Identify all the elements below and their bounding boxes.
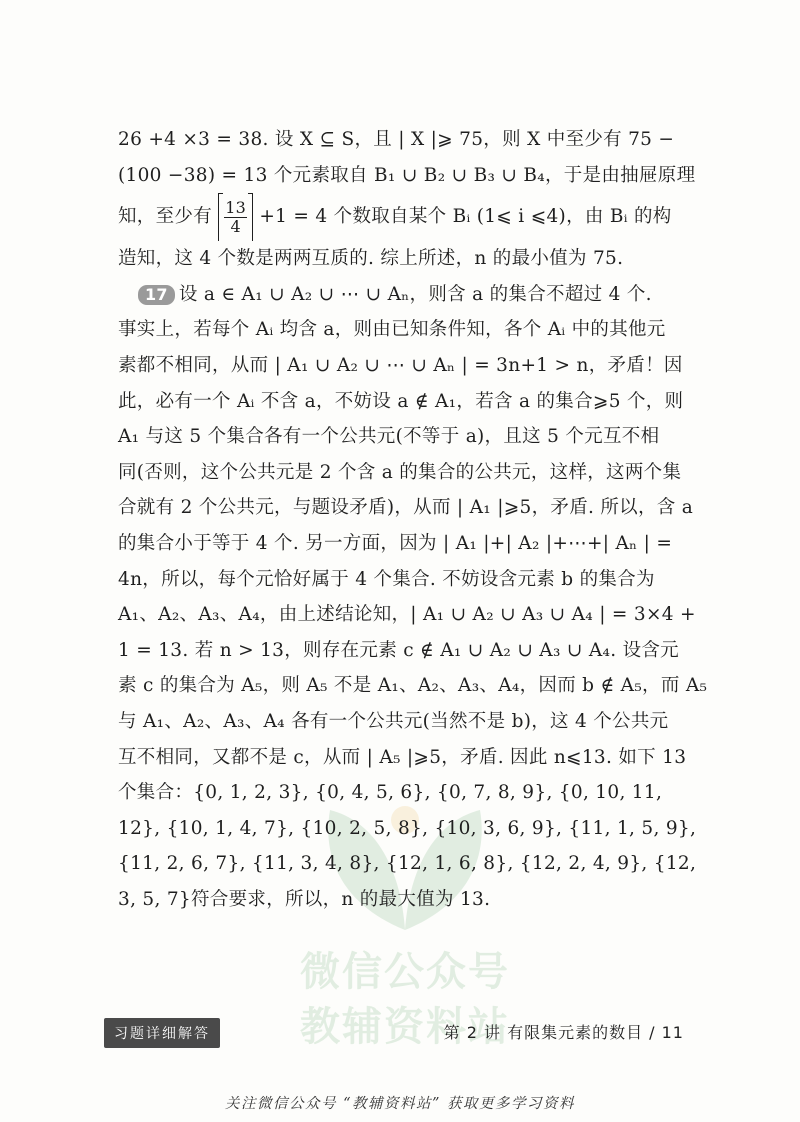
chapter-page-label: 第 2 讲 有限集元素的数目 / 11 [443,1023,684,1042]
text-line: (100 −38) = 13 个元素取自 B₁ ∪ B₂ ∪ B₃ ∪ B₄，于是由抽屉原理 [118,164,696,186]
text-line: 造知，这 4 个数是两两互质的. 综上所述，n 的最小值为 75. [118,248,624,270]
text-line: 事实上，若每个 Aᵢ 均含 a，则由已知条件知，各个 Aᵢ 中的其他元 [118,319,666,341]
floor-bracket [218,193,253,241]
solution-text [118,122,708,917]
text-line: A₁、A₂、A₃、A₄，由上述结论知，| A₁ ∪ A₂ ∪ A₃ ∪ A₄ | = 3×4 + [118,604,696,626]
text-line: 同(否则，这个公共元是 2 个含 a 的集合的公共元，这样，这两个集 [118,461,682,483]
text-fragment: 知，至少有 [118,206,213,228]
section-label: 习题详细解答 [104,1018,220,1048]
watermark-line-1: 微信公众号 [300,949,510,995]
text-fragment: +1 = 4 个数取自某个 Bᵢ (1⩽ i ⩽4)，由 Bᵢ 的构 [259,206,672,228]
page-footer [104,1016,684,1048]
problem-17-line [118,277,696,313]
text-fragment: 设 a ∈ A₁ ∪ A₂ ∪ ⋯ ∪ Aₙ，则含 a 的集合不超过 4 个. [178,283,652,305]
text-line: 4n，所以，每个元恰好属于 4 个集合. 不妨设含元素 b 的集合为 [118,568,655,590]
fraction [224,199,247,236]
text-line: 素都不相同，从而 | A₁ ∪ A₂ ∪ ⋯ ∪ Aₙ | = 3n+1 > n，矛盾！因 [118,354,683,376]
text-line: 素 c 的集合为 A₅，则 A₅ 不是 A₁、A₂、A₃、A₄，因而 b ∉ A₅，而 A₅ [118,675,708,697]
text-line-with-floor [118,193,696,241]
text-line: 合就有 2 个公共元，与题设矛盾)，从而 | A₁ |⩾5，矛盾. 所以，含 a [118,497,694,519]
text-line: 互不相同，又都不是 c，从而 | A₅ |⩾5，矛盾. 因此 n⩽13. 如下 13 [118,746,687,768]
text-line: 与 A₁、A₂、A₃、A₄ 各有一个公共元(当然不是 b)，这 4 个公共元 [118,710,669,732]
text-line: 的集合小于等于 4 个. 另一方面，因为 | A₁ |+| A₂ |+⋯+| Aₙ | = [118,532,673,554]
text-line: 此，必有一个 Aᵢ 不含 a，不妨设 a ∉ A₁，若含 a 的集合⩾5 个，则 [118,390,684,412]
text-line: 26 +4 ×3 = 38. 设 X ⊆ S，且 | X |⩾ 75，则 X 中至少有 75 − [118,129,675,150]
bottom-promo-note: 关注微信公众号 “教辅资料站” 获取更多学习资料 [224,1096,576,1112]
text-line: 个集合：{0, 1, 2, 3}, {0, 4, 5, 6}, {0, 7, 8, 9}, {0, 10, 11, [118,782,663,804]
watermark-line-2: 教辅资料站 [300,1004,510,1050]
text-line: 3, 5, 7}符合要求，所以，n 的最大值为 13. [118,888,491,910]
fraction-denominator: 4 [230,216,241,236]
problem-number-badge: 17 [138,285,175,305]
fraction-numerator: 13 [225,197,247,217]
text-line: 12}, {10, 1, 4, 7}, {10, 2, 5, 8}, {10, 3, 6, 9}, {11, 1, 5, 9}, [118,817,697,839]
text-line: 1 = 13. 若 n > 13，则存在元素 c ∉ A₁ ∪ A₂ ∪ A₃ ∪ A₄. 设含元 [118,639,679,661]
text-line: {11, 2, 6, 7}, {11, 3, 4, 8}, {12, 1, 6, 8}, {12, 2, 4, 9}, {12, [118,853,697,875]
text-line: A₁ 与这 5 个集合各有一个公共元(不等于 a)，且这 5 个元互不相 [118,426,660,448]
